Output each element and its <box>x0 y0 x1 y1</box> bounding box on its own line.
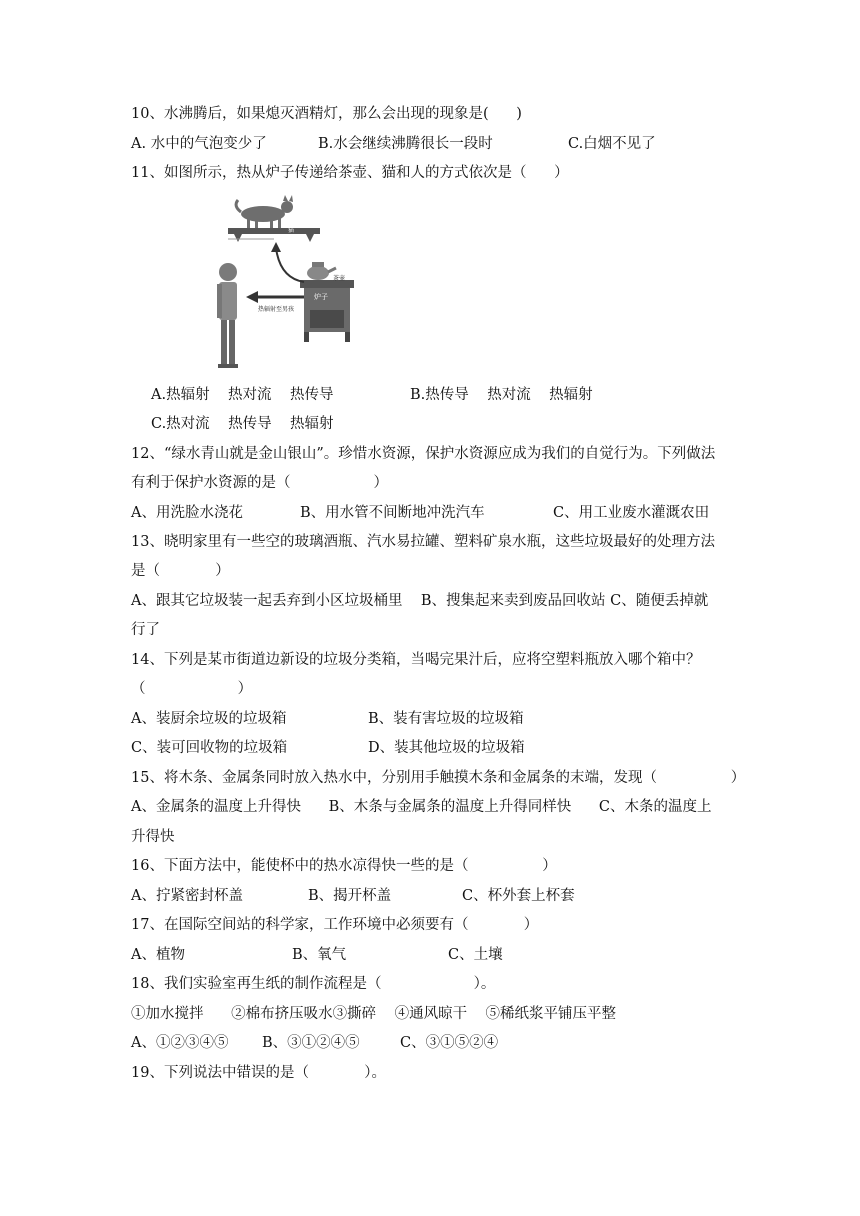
q16-option-a: A、拧紧密封杯盖 <box>131 888 243 904</box>
q18-option-c: C、③①⑤②④ <box>400 1035 499 1051</box>
q10-stem: 10、水沸腾后，如果熄灭酒精灯，那么会出现的现象是( ) <box>131 106 522 122</box>
q11-option-c: C.热对流 热传导 热辐射 <box>151 416 334 432</box>
q10-option-a: A. 水中的气泡变少了 <box>131 136 267 152</box>
q18-option-a: A、①②③④⑤ <box>131 1035 229 1051</box>
q14-option-a: A、装厨余垃圾的垃圾箱 <box>131 711 287 727</box>
q17-option-c: C、土壤 <box>448 947 503 963</box>
cat-icon <box>236 195 293 228</box>
q17-option-a: A、植物 <box>131 947 185 963</box>
q14-option-b: B、装有害垃圾的垃圾箱 <box>368 711 524 727</box>
q15-options-line2: 升得快 <box>131 829 175 845</box>
q14-stem-line1: 14、下列是某市街道边新设的垃圾分类箱，当喝完果汁后，应将空塑料瓶放入哪个箱中？ <box>131 652 701 668</box>
q14-stem-line2: （ ） <box>131 681 253 697</box>
boy-icon <box>217 263 238 368</box>
q18-steps: ①加水搅拌 ②棉布挤压吸水③撕碎 ④通风晾干 ⑤稀纸浆平铺压平整 <box>131 1006 617 1022</box>
q12-stem-line2: 有利于保护水资源的是（ ） <box>131 475 388 491</box>
q18-option-b: B、③①②④⑤ <box>262 1035 360 1051</box>
q16-stem: 16、下面方法中，能使杯中的热水凉得快一些的是（ ） <box>131 858 557 874</box>
kettle-label: 茶壶 <box>333 275 346 282</box>
shelf-bracket-left <box>234 234 242 242</box>
q10-option-c: C.白烟不见了 <box>568 136 656 152</box>
shelf <box>228 228 320 234</box>
q17-option-b: B、氧气 <box>292 947 347 963</box>
q12-option-c: C、用工业废水灌溉农田 <box>553 505 710 521</box>
shelf-bracket-right <box>306 234 314 242</box>
convection-arrow <box>276 248 304 282</box>
heat-transfer-figure <box>200 192 370 376</box>
q17-stem: 17、在国际空间站的科学家，工作环境中必须要有（ ） <box>131 917 539 933</box>
q13-options-line2: 行了 <box>131 622 160 638</box>
q16-option-c: C、杯外套上杯套 <box>462 888 575 904</box>
q15-stem: 15、将木条、金属条同时放入热水中，分别用手触摸木条和金属条的末端，发现（ ） <box>131 770 746 786</box>
q15-options-line1: A、金属条的温度上升得快 B、木条与金属条的温度上升得同样快 C、木条的温度上 <box>131 799 712 815</box>
q13-options-line1: A、跟其它垃圾装一起丢弃到小区垃圾桶里 B、搜集起来卖到废品回收站 C、随便丢掉就 <box>131 593 709 609</box>
q12-option-b: B、用水管不间断地冲洗汽车 <box>300 505 485 521</box>
q10-option-b: B.水会继续沸腾很长一段时 <box>318 136 493 152</box>
q14-option-c: C、装可回收物的垃圾箱 <box>131 740 288 756</box>
q19-stem: 19、下列说法中错误的是（ ）。 <box>131 1065 387 1081</box>
q14-option-d: D、装其他垃圾的垃圾箱 <box>368 740 525 756</box>
radiation-label: 热辐射至男孩 <box>258 306 295 313</box>
q13-stem-line2: 是（ ） <box>131 563 230 579</box>
q12-option-a: A、用洗脸水浇花 <box>131 505 243 521</box>
q11-option-a: A.热辐射 热对流 热传导 <box>151 387 334 403</box>
q11-option-b: B.热传导 热对流 热辐射 <box>410 387 593 403</box>
q11-stem: 11、如图所示，热从炉子传递给茶壶、猫和人的方式依次是（ ） <box>131 165 569 181</box>
q13-stem-line1: 13、晓明家里有一些空的玻璃酒瓶、汽水易拉罐、塑料矿泉水瓶，这些垃圾最好的处理方法 <box>131 534 715 550</box>
q18-stem: 18、我们实验室再生纸的制作流程是（ ）。 <box>131 976 496 992</box>
kettle-icon <box>307 262 336 280</box>
q12-stem-line1: 12、“绿水青山就是金山银山”。珍惜水资源，保护水资源应成为我们的自觉行为。下列做法 <box>131 446 716 462</box>
q16-option-b: B、揭开杯盖 <box>308 888 392 904</box>
shelf-label: 猫 <box>288 227 295 234</box>
stove-icon <box>300 280 354 342</box>
stove-label: 炉子 <box>314 293 328 301</box>
